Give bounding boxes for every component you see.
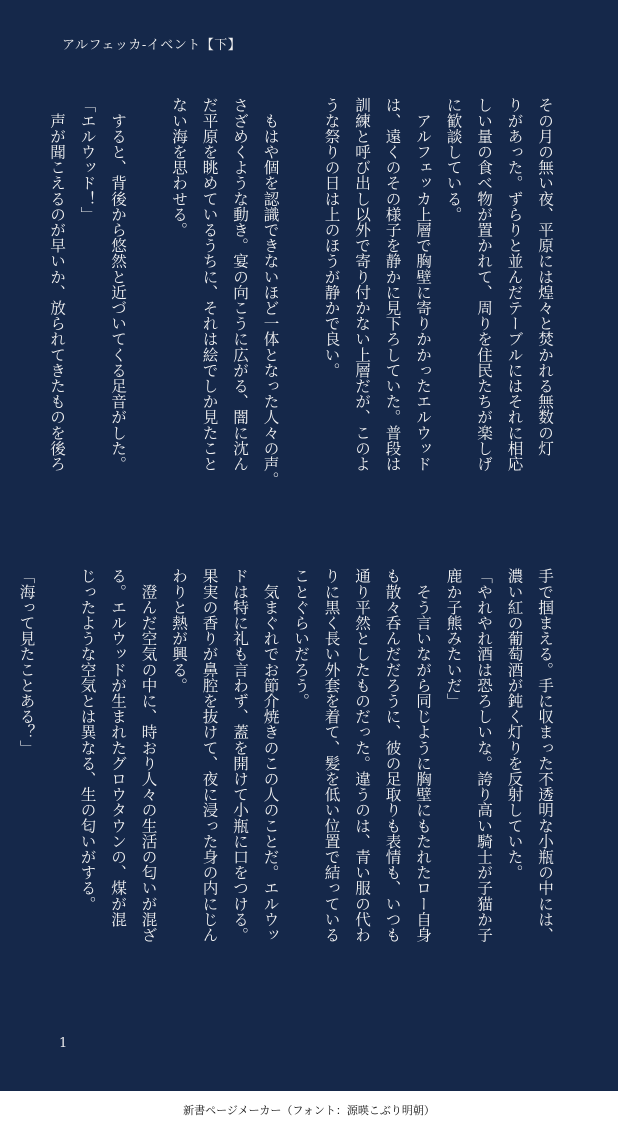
text-line: 声が聞こえるのが早いか、放られてきたものを後ろ (48, 97, 66, 472)
footer-credit: 新書ページメーカー（フォント：源暎こぶり明朝） (183, 1104, 435, 1117)
text-line: は、遠くのその様子を静かに見下ろしていた。普段は (383, 97, 402, 472)
text-line: じったような空気とは異なる、生の匂いがする。 (78, 568, 97, 912)
text-line: 通り平然としたものだった。違うのは、青い服の代わ (353, 568, 371, 943)
text-line (42, 568, 73, 998)
text-line: 果実の香りが鼻腔を抜けて、夜に浸った身の内にじん (200, 568, 219, 943)
text-line: アルフェッカ上層で胸壁に寄りかかったエルウッド (414, 97, 432, 472)
text-line: も散々呑んだだろうに、彼の足取りも表情も、いつも (383, 568, 402, 943)
text-line (286, 97, 317, 527)
text-line (133, 97, 164, 527)
vertical-text-block-bottom (11, 568, 560, 998)
text-line: 「海って見たことある？」 (17, 568, 36, 756)
text-line: その月の無い夜、平原には煌々と焚かれる無数の灯 (536, 97, 554, 456)
text-line: 澄んだ空気の中に、時おり人々の生活の匂いが混ざ (139, 568, 158, 943)
text-line: に歓談している。 (444, 97, 463, 222)
text-line: ことぐらいだろう。 (292, 568, 310, 709)
text-line: さざめくような動き。宴の向こうに広がる、闇に沈ん (231, 97, 249, 472)
text-line: わりと熱が興る。 (170, 568, 188, 693)
text-line: 訓練と呼び出し以外で寄り付かない上層だが、このよ (353, 97, 371, 472)
text-line: だ平原を眺めているうちに、それは絵でしか見たこと (200, 97, 219, 472)
text-line: すると、背後から悠然と近づいてくる足音がした。 (109, 97, 127, 472)
text-line: 気まぐれでお節介焼きのこの人のことだ。エルウッ (261, 568, 280, 943)
text-line: 鹿か子熊みたいだ」 (444, 568, 463, 709)
text-line: りに黒く長い外套を着て、髪を低い位置で結っている (322, 568, 341, 943)
text-line: そう言いながら同じように胸壁にもたれたロー自身 (414, 568, 432, 943)
text-line: 手で掴まえる。手に収まった不透明な小瓶の中には、 (536, 568, 554, 943)
text-line: もはや個を認識できないほど一体となった人々の声。 (261, 97, 280, 487)
text-line: ない海を思わせる。 (170, 97, 188, 238)
page-number: 1 (59, 1036, 68, 1051)
text-line: りがあった。ずらりと並んだテーブルにはそれに相応 (505, 97, 524, 472)
text-line: る。エルウッドが生まれたグロウタウンの、煤が混 (109, 568, 127, 927)
text-line: うな祭りの日は上のほうが静かで良い。 (322, 97, 341, 378)
text-line: 濃い紅の葡萄酒が鈍く灯りを反射していた。 (505, 568, 524, 880)
text-line: しい量の食べ物が置かれて、周りを住民たちが楽しげ (475, 97, 493, 472)
text-line: 「やれやれ酒は恐ろしいな。誇り高い騎士が子猫か子 (475, 568, 493, 943)
vertical-text-block-top (42, 97, 561, 527)
page-header-title: アルフェッカ-イベント【下】 (62, 38, 242, 53)
text-line: 「エルウッド！」 (78, 97, 97, 222)
text-line: ドは特に礼も言わず、蓋を開けて小瓶に口をつける。 (231, 568, 249, 943)
